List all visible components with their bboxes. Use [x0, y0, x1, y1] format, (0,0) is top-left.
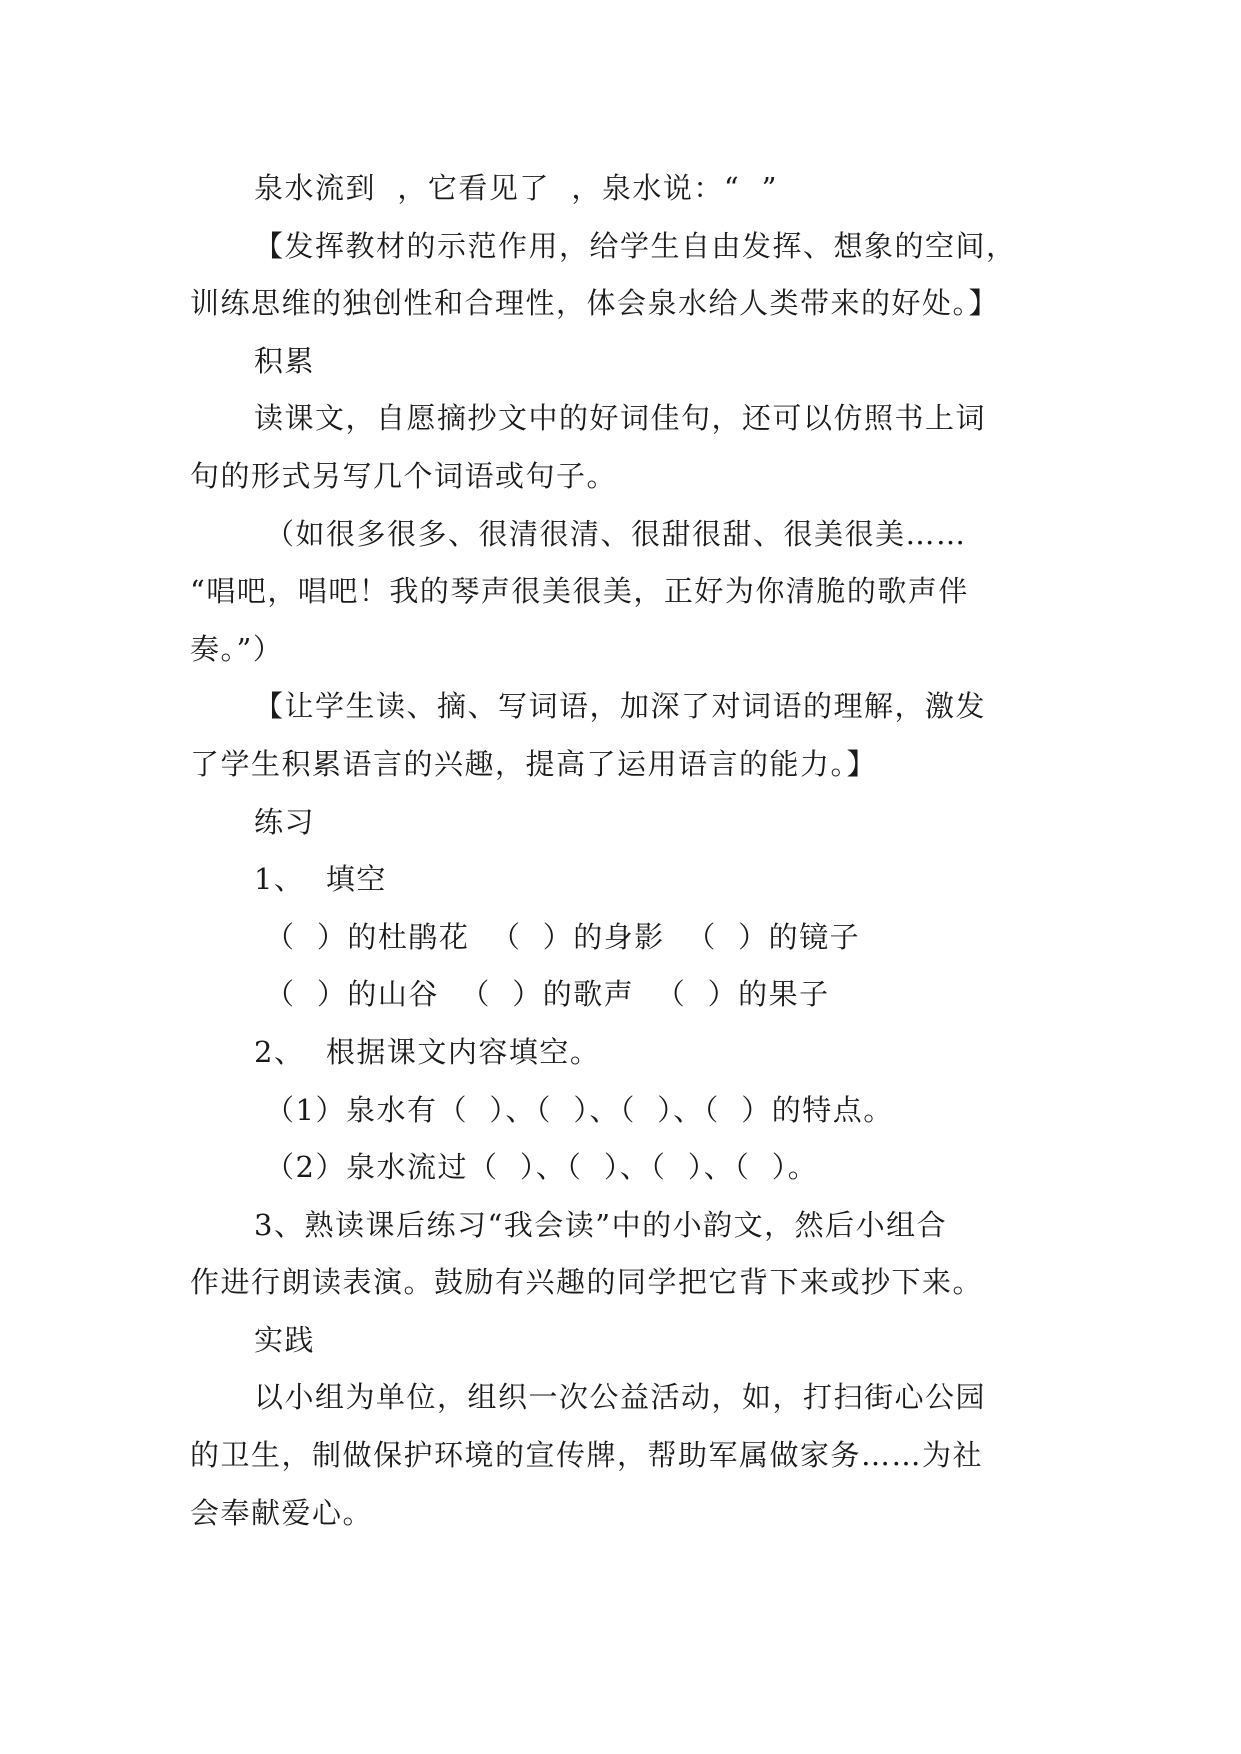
exercise-item-1: 1、 填空 — [254, 862, 387, 897]
text-line: 【让学生读、摘、写词语，加深了对词语的理解，激发 — [254, 689, 987, 724]
exercise-item-2: 2、 根据课文内容填空。 — [254, 1034, 601, 1069]
text-line: 【发挥教材的示范作用，给学生自由发挥、想象的空间， — [254, 228, 1017, 263]
text-line: 会奉献爱心。 — [190, 1495, 374, 1530]
fill-blank-line: （1）泉水有（ ）、（ ）、（ ）、（ ）的特点。 — [265, 1092, 894, 1127]
text-line: 的卫生，制做保护环境的宣传牌，帮助军属做家务……为社 — [190, 1438, 984, 1473]
fill-blank-line: （2）泉水流过（ ）、（ ）、（ ）、（ ）。 — [265, 1150, 819, 1185]
fill-blank-line: （ ）的杜鹃花 （ ）的身影 （ ）的镜子 — [265, 919, 861, 954]
text-line: 句的形式另写几个词语或句子。 — [190, 458, 618, 493]
text-line: 了学生积累语言的兴趣，提高了运用语言的能力。】 — [190, 746, 878, 781]
exercise-item-3: 3、熟读课后练习“我会读”中的小韵文，然后小组合 — [254, 1207, 948, 1242]
text-line: 作进行朗读表演。鼓励有兴趣的同学把它背下来或抄下来。 — [190, 1265, 984, 1300]
section-heading-practice-activity: 实践 — [254, 1322, 316, 1357]
text-line: 训练思维的独创性和合理性，体会泉水给人类带来的好处。】 — [190, 286, 1000, 321]
text-line: “唱吧，唱吧！我的琴声很美很美，正好为你清脆的歌声伴 — [190, 574, 969, 609]
section-heading-accumulate: 积累 — [254, 343, 316, 378]
text-line: 以小组为单位，组织一次公益活动，如，打扫街心公园 — [254, 1380, 987, 1415]
text-line: 泉水流到 ，它看见了 ，泉水说：“ ” — [254, 171, 778, 205]
document-body — [190, 160, 1050, 1542]
text-line: （如很多很多、很清很清、很甜很甜、很美很美…… — [265, 516, 967, 551]
text-line: 读课文，自愿摘抄文中的好词佳句，还可以仿照书上词 — [254, 401, 987, 436]
text-line: 奏。”） — [190, 631, 284, 666]
fill-blank-line: （ ）的山谷 （ ）的歌声 （ ）的果子 — [265, 977, 830, 1012]
section-heading-practice: 练习 — [254, 804, 316, 839]
